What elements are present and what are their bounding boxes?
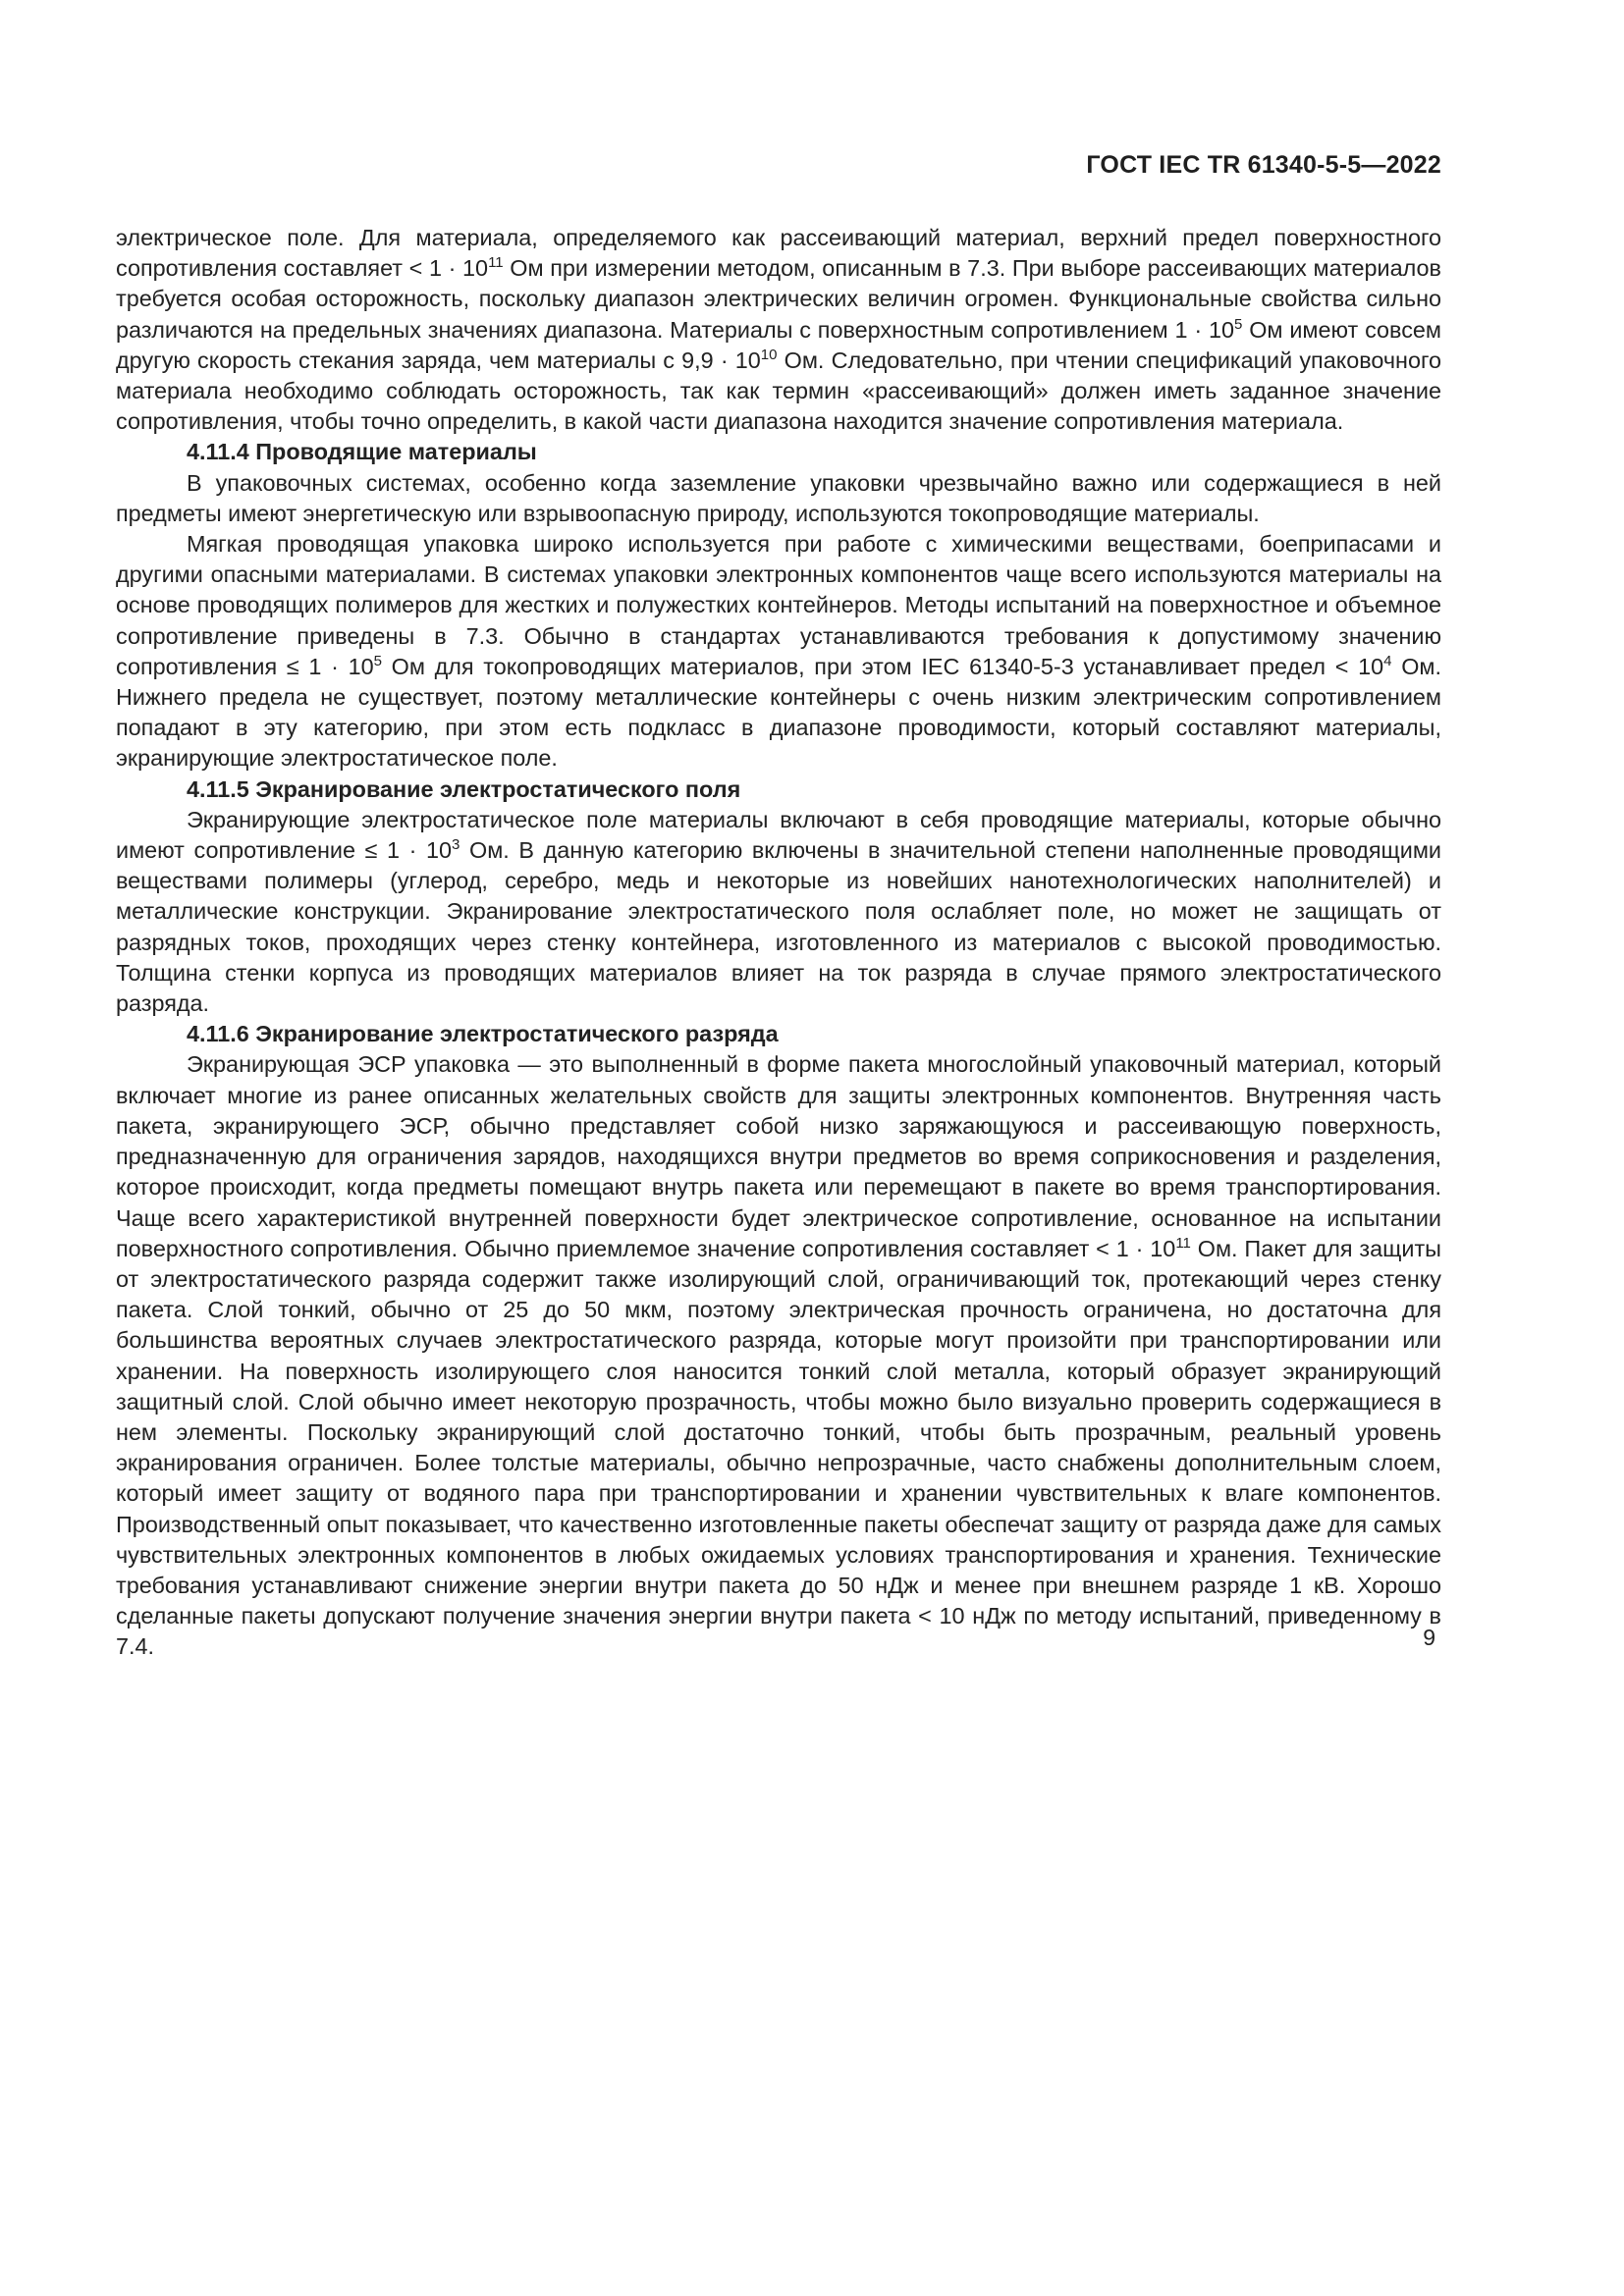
section-heading-4-11-4: 4.11.4 Проводящие материалы xyxy=(187,439,537,465)
document-id-header: ГОСТ IEC TR 61340-5-5—2022 xyxy=(1086,151,1441,179)
paragraph-conductive-systems: В упаковочных системах, особенно когда заземление упаковки чрезвычайно важно или содержащиеся в ней предметы имеют энергетическую или взрывоопасную природу, используются токопроводящие материалы. xyxy=(116,469,1441,526)
paragraph-esd-shielding: Экранирующая ЭСР упаковка — это выполненный в форме пакета многослойный упаковочный материал, который включает многие из ранее описанных желательных свойств для защиты электронных компонентов. Внутренняя часть пакета, экранирующего ЭСР, обычно представляет собой низко заряжающуюся и рассеивающую поверхность, предназначенную для ограничения зарядов, находящихся внутри предметов во время соприкосновения и разделения, которое происходит, когда предметы помещают внутрь пакета или перемещают в пакете во время транспортирования. Чаще всего характеристикой внутренней поверхности будет электрическое сопротивление, основанное на испытании поверхностного сопротивления. Обычно приемлемое значение сопротивления составляет < $1 \cdot 10^{11}$ Ом. Пакет для защиты от электростатического разряда содержит также изолирующий слой, ограничивающий ток, протекающий через стенку пакета. Слой тонкий, обычно от 25 до 50 мкм, поэтому электрическая прочность ограничена, но достаточна для большинства вероятных случаев электростатического разряда, которые могут произойти при транспортировании или хранении. На поверхность изолирующего слоя наносится тонкий слой металла, который образует экранирующий защитный слой. Слой обычно имеет некоторую прозрачность, чтобы можно было визуально проверить содержащиеся в нем элементы. Поскольку экранирующий слой достаточно тонкий, чтобы быть прозрачным, реальный уровень экранирования ограничен. Более толстые материалы, обычно непрозрачные, часто снабжены дополнительным слоем, который имеет защиту от водяного пара при транспортировании и хранении чувствительных к влаге компонентов. Производственный опыт показывает, что качественно изготовленные пакеты обеспечат защиту от разряда даже для самых чувствительных электронных компонентов в любых ожидаемых условиях транспортирования и хранения. Технические требования устанавливают снижение энергии внутри пакета до 50 нДж и менее при внешнем разряде 1 кВ. Хорошо сделанные пакеты допускают получение значения энергии внутри пакета < 10 нДж по методу испытаний, приведенному в 7.4. xyxy=(116,1051,1441,1660)
paragraph-conductive-packaging: Мягкая проводящая упаковка широко используется при работе с химическими веществами, боеприпасами и другими опасными материалами. В системах упаковки электронных компонентов чаще всего используются материалы на основе проводящих полимеров для жестких и полужестких контейнеров. Методы испытаний на поверхностное и объемное сопротивление приведены в 7.3. Обычно в стандартах устанавливаются требования к допустимому значению сопротивления ≤ $1 \cdot 10^5$ Ом для токопроводящих материалов, при этом IEC 61340-5-3 устанавливает предел < $10^4$ Ом. Нижнего предела не существует, поэтому металлические контейнеры с очень низким электрическим сопротивлением попадают в эту категорию, при этом есть подкласс в диапазоне проводимости, который составляют материалы, экранирующие электростатическое поле. xyxy=(116,531,1441,772)
paragraph-dissipative-continued: электрическое поле. Для материала, определяемого как рассеивающий материал, верхний предел поверхностного сопротивления составляет < $1 \cdot 10^{11}$ Ом при измерении методом, описанным в 7.3. При выборе рассеивающих материалов требуется особая осторожность, поскольку диапазон электрических величин огромен. Функциональные свойства сильно различаются на предельных значениях диапазона. Материалы с поверхностным сопротивлением $1 \cdot 10^5$ Ом имеют совсем другую скорость стекания заряда, чем материалы с $9,9 \cdot 10^{10}$ Ом. Следовательно, при чтении спецификаций упаковочного материала необходимо соблюдать осторожность, так как термин «рассеивающий» должен иметь заданное значение сопротивления, чтобы точно определить, в какой части диапазона находится значение сопротивления материала. xyxy=(116,225,1442,435)
section-heading-4-11-6: 4.11.6 Экранирование электростатического разряда xyxy=(187,1021,779,1047)
page-number: 9 xyxy=(1423,1625,1435,1650)
section-heading-4-11-5: 4.11.5 Экранирование электростатического поля xyxy=(187,775,741,802)
paragraph-field-shielding: Экранирующие электростатическое поле материалы включают в себя проводящие материалы, которые обычно имеют сопротивление ≤ $1 \cdot 10^3$ Ом. В данную категорию включены в значительной степени наполненные проводящими веществами полимеры (углерод, серебро, медь и некоторые из новейших нанотехнологических наполнителей) и металлические конструкции. Экранирование электростатического поля ослабляет поле, но может не защищать от разрядных токов, проходящих через стенку контейнера, изготовленного из материалов с высокой проводимостью. Толщина стенки корпуса из проводящих материалов влияет на ток разряда в случае прямого электростатического разряда. xyxy=(116,806,1442,1017)
document-body xyxy=(116,223,1441,1663)
